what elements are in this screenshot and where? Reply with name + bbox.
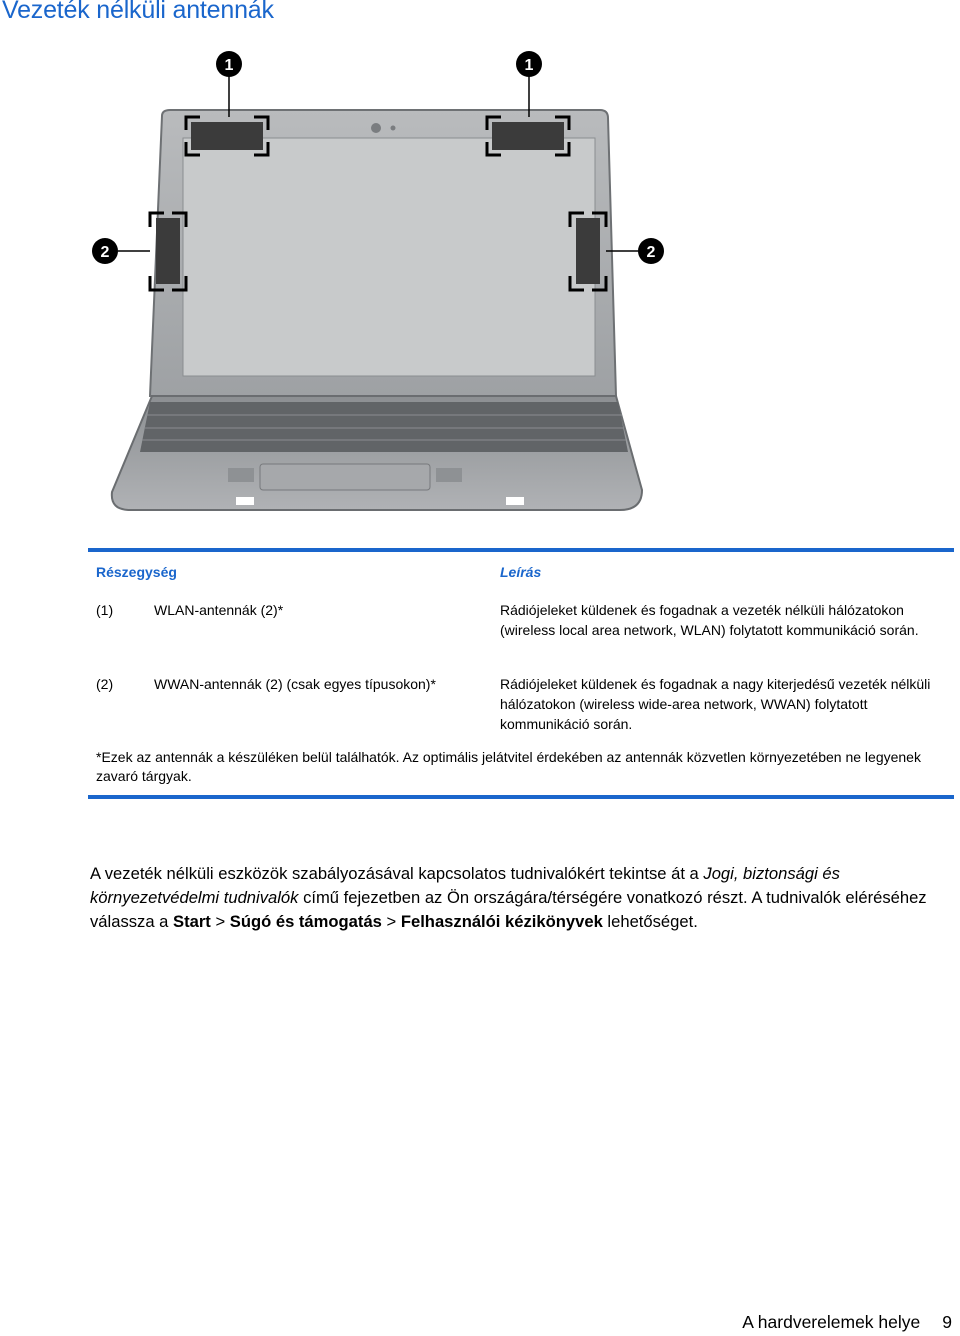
callout-2-right [638, 238, 664, 264]
laptop-base [112, 396, 642, 510]
svg-text:2: 2 [646, 244, 656, 261]
callout-2-left [92, 238, 118, 264]
regulatory-info-paragraph [90, 862, 958, 934]
row-number: (1) [96, 602, 114, 618]
header-component: Részegység [96, 564, 177, 580]
para-text: című fejezetben az Ön országára/térségére vonatkozó részt. A tudnivalók eléréséhez válassza a [90, 887, 927, 931]
laptop-lid [150, 110, 616, 396]
page-footer [742, 1312, 952, 1333]
callout-1-left [216, 51, 242, 77]
svg-text:1: 1 [224, 57, 234, 74]
row-number: (2) [96, 676, 114, 692]
row-component: WWAN-antennák (2) (csak egyes típusokon)* [154, 676, 436, 692]
svg-text:2: 2 [100, 244, 110, 261]
menu-path-help: Súgó és támogatás [229, 911, 382, 931]
document-title-ref: Jogi, biztonsági és környezetvédelmi tudnivalók [90, 863, 840, 907]
laptop-antenna-illustration [80, 40, 700, 530]
footer-section-title: A hardverelemek helye [742, 1312, 921, 1332]
page-title: Vezeték nélküli antennák [2, 0, 274, 24]
page-number: 9 [942, 1312, 952, 1332]
menu-path-user-guides: Felhasználói kézikönyvek [400, 911, 603, 931]
table-top-rule [88, 548, 954, 552]
table-bottom-rule [88, 795, 954, 799]
menu-path-start: Start [173, 911, 211, 931]
row-description: Rádiójeleket küldenek és fogadnak a vezeték nélküli hálózatokon (wireless local area network, WLAN) folytatott kommunikáció során. [500, 602, 919, 638]
para-text: lehetőséget. [602, 911, 698, 931]
component-table [88, 548, 954, 784]
row-component: WLAN-antennák (2)* [154, 602, 284, 618]
row-description: Rádiójeleket küldenek és fogadnak a nagy kiterjedésű vezeték nélküli hálózatokon (wireless wide-area network, WWAN) folytatott kommunikáció során. [500, 676, 931, 732]
menu-separator: > [210, 911, 230, 931]
callout-1-right [516, 51, 542, 77]
para-text: A vezeték nélküli eszközök szabályozásával kapcsolatos tudnivalókért tekintse át a [90, 863, 704, 883]
menu-separator: > [381, 911, 401, 931]
header-description: Leírás [500, 564, 542, 580]
svg-text:1: 1 [524, 57, 534, 74]
wlan-antenna-marker-left [186, 117, 268, 155]
table-footnote: *Ezek az antennák a készüléken belül találhatók. Az optimális jelátvitel érdekében az antennák közvetlen környezetében ne legyenek zavaró tárgyak. [96, 749, 921, 784]
wlan-antenna-marker-right [487, 117, 569, 155]
